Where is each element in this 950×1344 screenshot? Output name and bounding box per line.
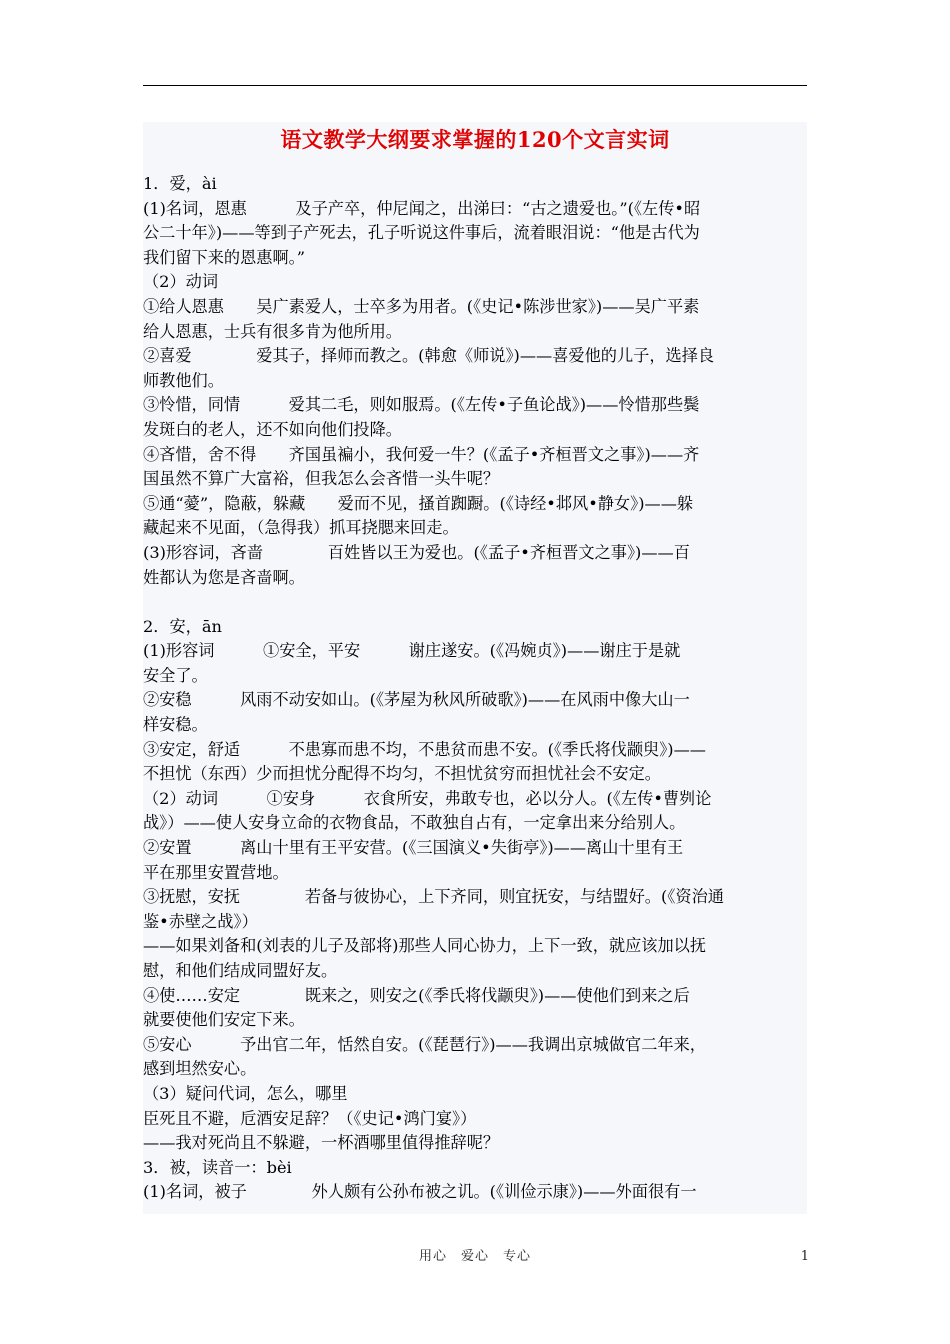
text-line: ②安稳 风雨不动安如山。(《茅屋为秋风所破歌》)——在风雨中像大山一 (143, 690, 690, 710)
text-line: ④使……安定 既来之，则安之(《季氏将伐颛臾》)——使他们到来之后 (143, 985, 690, 1005)
text-line: 不担忧（东西）少而担忧分配得不均匀，不担忧贫穷而担忧社会不安定。 (143, 764, 661, 784)
text-line: ③安定，舒适 不患寡而患不均，不患贫而患不安。(《季氏将伐颛臾》)—— (143, 739, 706, 759)
text-line: ③抚慰，安抚 若备与彼协心，上下齐同，则宜抚安，与结盟好。(《资治通 (143, 887, 724, 907)
text-line: 我们留下来的恩惠啊。” (143, 247, 306, 267)
text-line: (1)名词，恩惠 及子产卒，仲尼闻之，出涕曰：“古之遗爱也。”(《左传•昭 (143, 198, 701, 218)
text-line: 公二十年》)——等到子产死去，孔子听说这件事后，流着眼泪说：“他是古代为 (143, 223, 700, 243)
text-line: 发斑白的老人，还不如向他们投降。 (143, 419, 402, 439)
text-line: ②喜爱 爱其子，择师而教之。(韩愈《师说》)——喜爱他的儿子，选择良 (143, 346, 715, 366)
text-line: 藏起来不见面，（急得我）抓耳挠腮来回走。 (143, 518, 459, 538)
text-line: 2．安，ān (143, 616, 222, 636)
text-line: 给人恩惠，士兵有很多肯为他所用。 (143, 321, 402, 341)
text-line: 鉴•赤壁之战》） (143, 911, 258, 931)
text-line: (1)形容词 ①安全，平安 谢庄遂安。(《冯婉贞》)——谢庄于是就 (143, 641, 681, 661)
blank-line (143, 590, 807, 615)
text-line: ——我对死尚且不躲避，一杯酒哪里值得推辞呢？ (143, 1133, 500, 1153)
text-line: 国虽然不算广大富裕，但我怎么会吝惜一头牛呢？ (143, 469, 500, 489)
text-line: ⑤通“薆”，隐蔽，躲藏 爱而不见，搔首踟蹰。(《诗经•邶风•静女》)——躲 (143, 493, 694, 513)
text-line: 战》）——使人安身立命的衣物食品，不敢独自占有，一定拿出来分给别人。 (143, 813, 686, 833)
document-title: 语文教学大纲要求掌握的120个文言实词 (280, 127, 670, 152)
text-line: 安全了。 (143, 665, 208, 685)
page-number: 1 (800, 1249, 809, 1264)
text-line: 师教他们。 (143, 370, 224, 390)
text-line: （2）动词 (143, 272, 219, 292)
text-line: 姓都认为您是吝啬啊。 (143, 567, 305, 587)
body-text (143, 172, 807, 1205)
text-line: 就要使他们安定下来。 (143, 1010, 305, 1030)
header-rule (143, 85, 807, 86)
text-line: （3）疑问代词，怎么，哪里 (143, 1083, 348, 1103)
text-line: ②安置 离山十里有王平安营。(《三国演义•失街亭》)——离山十里有王 (143, 838, 684, 858)
text-line: ⑤安心 予出官二年，恬然自安。(《琵琶行》)——我调出京城做官二年来， (143, 1034, 706, 1054)
text-line: (3)形容词，吝啬 百姓皆以王为爱也。(《孟子•齐桓晋文之事》)——百 (143, 542, 690, 562)
text-line: 样安稳。 (143, 715, 208, 735)
text-line: （2）动词 ①安身 衣食所安，弗敢专也，必以分人。(《左传•曹刿论 (143, 788, 712, 808)
text-line: 平在那里安置营地。 (143, 862, 289, 882)
text-line: (1)名词，被子 外人颇有公孙布被之讥。(《训俭示康》)——外面很有一 (143, 1182, 697, 1202)
text-line: ③怜惜，同情 爱其二毛，则如服焉。(《左传•子鱼论战》)——怜惜那些鬓 (143, 395, 700, 415)
text-line: 1．爱，ài (143, 174, 217, 193)
text-line: 慰，和他们结成同盟好友。 (143, 961, 338, 980)
footer-text: 用心 爱心 专心 (418, 1249, 531, 1264)
text-line: 3．被，读音一：bèi (143, 1157, 292, 1177)
text-line: ——如果刘备和(刘表的儿子及部将)那些人同心协力，上下一致，就应该加以抚 (143, 936, 707, 956)
text-line: ④吝惜，舍不得 齐国虽褊小，我何爱一牛？(《孟子•齐桓晋文之事》)——齐 (143, 444, 700, 464)
text-line: 臣死且不避，卮酒安足辞？（《史记•鸿门宴》） (143, 1108, 477, 1128)
document-body (143, 122, 807, 1214)
text-line: ①给人恩惠 吴广素爱人，士卒多为用者。(《史记•陈涉世家》)——吴广平素 (143, 296, 700, 316)
text-line: 感到坦然安心。 (143, 1059, 257, 1079)
